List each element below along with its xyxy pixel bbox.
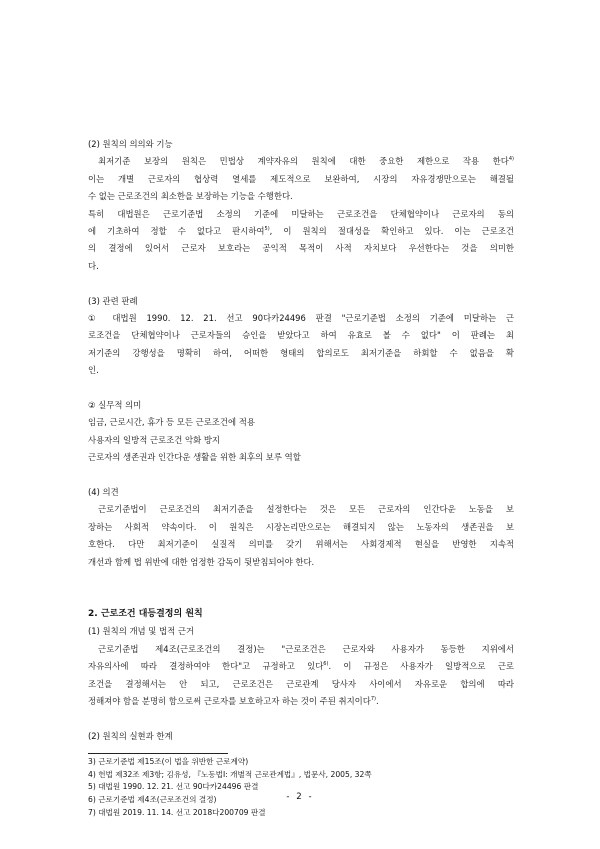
footnote-ref[interactable]: 5) [264, 226, 270, 233]
footnote-ref[interactable]: 7) [370, 696, 376, 703]
paragraph-line: 에 기초하여 정할 수 없다고 판시하여$^{5)}$, 이 원칙의 절대성을 확인하고 있다. 이는 근로조건 [88, 226, 514, 237]
paragraph-line: 개선과 함께 법 위반에 대한 엄정한 감독이 뒷받침되어야 한다. [88, 556, 315, 567]
section-heading: (2) 원칙의 의의와 기능 [88, 139, 173, 149]
subsection-heading: ② 실무적 의미 [88, 400, 142, 411]
paragraph-line: 특히 대법원은 근로기준법 소정의 기준에 미달하는 근로조건을 단체협약이나 근로자의 동의 [88, 208, 514, 219]
document-body [88, 136, 514, 819]
footnote: 4) 헌법 제32조 제3항; 김유성, 『노동법Ⅰ: 개별적 근로관계법』, 법문사, 2005, 32쪽 [88, 769, 372, 779]
list-item: 임금, 근로시간, 휴가 등 모든 근로조건에 적용 [88, 417, 255, 428]
footnote: 6) 근로기준법 제4조(근로조건의 결정) [88, 794, 217, 804]
footnote-divider [88, 753, 228, 754]
paragraph-line: 정해져야 함을 분명히 함으로써 근로자를 보호하고자 하는 것이 주된 취지이다$^{7)}$. [88, 695, 379, 706]
paragraph-line: 이는 개별 근로자의 협상력 열세를 제도적으로 보완하여, 시장의 자유경쟁만으로는 해결될 [88, 173, 514, 184]
paragraph-line: 호한다. 다만 최저기준이 실질적 의미를 갖기 위해서는 사회경제적 현실을 반영한 지속적 [88, 539, 514, 550]
paragraph-line: ① 대법원 1990. 12. 21. 선고 90다카24496 판결 "근로기준법 소정의 기준에 미달하는 근 [88, 313, 514, 324]
section-heading: (1) 원칙의 개념 및 법적 근거 [88, 626, 195, 637]
footnote: 3) 근로기준법 제15조(이 법을 위반한 근로계약) [88, 757, 249, 767]
footnote-ref[interactable]: 6) [323, 661, 329, 668]
paragraph-line: 인. [88, 365, 99, 376]
paragraph-line: 의 결정에 있어서 근로자 보호라는 공익적 목적이 사적 자치보다 우선한다는 것을 의미한 [88, 243, 514, 254]
chapter-heading: 2. 근로조건 대등결정의 원칙 [88, 608, 203, 619]
paragraph-line: 다. [88, 260, 99, 271]
section-heading: (4) 의견 [88, 487, 119, 498]
list-item: 근로자의 생존권과 인간다운 생활을 위한 최후의 보루 역할 [88, 452, 301, 463]
page-number: - 2 - [286, 792, 314, 802]
footnote: 5) 대법원 1990. 12. 21. 선고 90다카24496 판결 [88, 782, 259, 792]
list-item: 사용자의 일방적 근로조건 악화 방지 [88, 434, 221, 445]
paragraph-line: 장하는 사회적 약속이다. 이 원칙은 시장논리만으로는 해결되지 않는 노동자의 생존권을 보 [88, 521, 514, 532]
paragraph-line: 저기준의 강행성을 명확히 하여, 어떠한 형태의 합의로도 최저기준을 하회할 수 없음을 확 [88, 347, 514, 358]
paragraph-line: 수 없는 근로조건의 최소한을 보장하는 기능을 수행한다. [88, 191, 293, 202]
paragraph-line: 근로기준법이 근로조건의 최저기준을 설정한다는 것은 모든 근로자의 인간다운 노동을 보 [98, 504, 514, 515]
footnote-ref[interactable]: 4) [508, 156, 514, 163]
paragraph-line: 최저기준 보장의 원칙은 민법상 계약자유의 원칙에 대한 중요한 제한으로 작용 한다$^{4)}$ [98, 156, 514, 167]
paragraph-line: 자유의사에 따라 결정하여야 한다"고 규정하고 있다$^{6)}$. 이 규정은 사용자가 일방적으로 근로 [88, 661, 514, 672]
paragraph-line: 조건을 결정해서는 안 되고, 근로조건은 근로관계 당사자 사이에서 자유로운 합의에 따라 [88, 678, 514, 689]
paragraph-line: 근로기준법 제4조(근로조건의 결정)는 "근로조건은 근로자와 사용자가 동등한 지위에서 [98, 643, 514, 654]
section-heading: (3) 관련 판례 [88, 295, 138, 306]
paragraph-line: 로조건을 단체협약이나 근로자들의 승인을 받았다고 하여 유효로 볼 수 없다" 이 판례는 최 [88, 330, 514, 341]
section-heading: (2) 원칙의 실현과 한계 [88, 730, 173, 741]
footnote: 7) 대법원 2019. 11. 14. 선고 2018다200709 판결 [88, 807, 266, 817]
